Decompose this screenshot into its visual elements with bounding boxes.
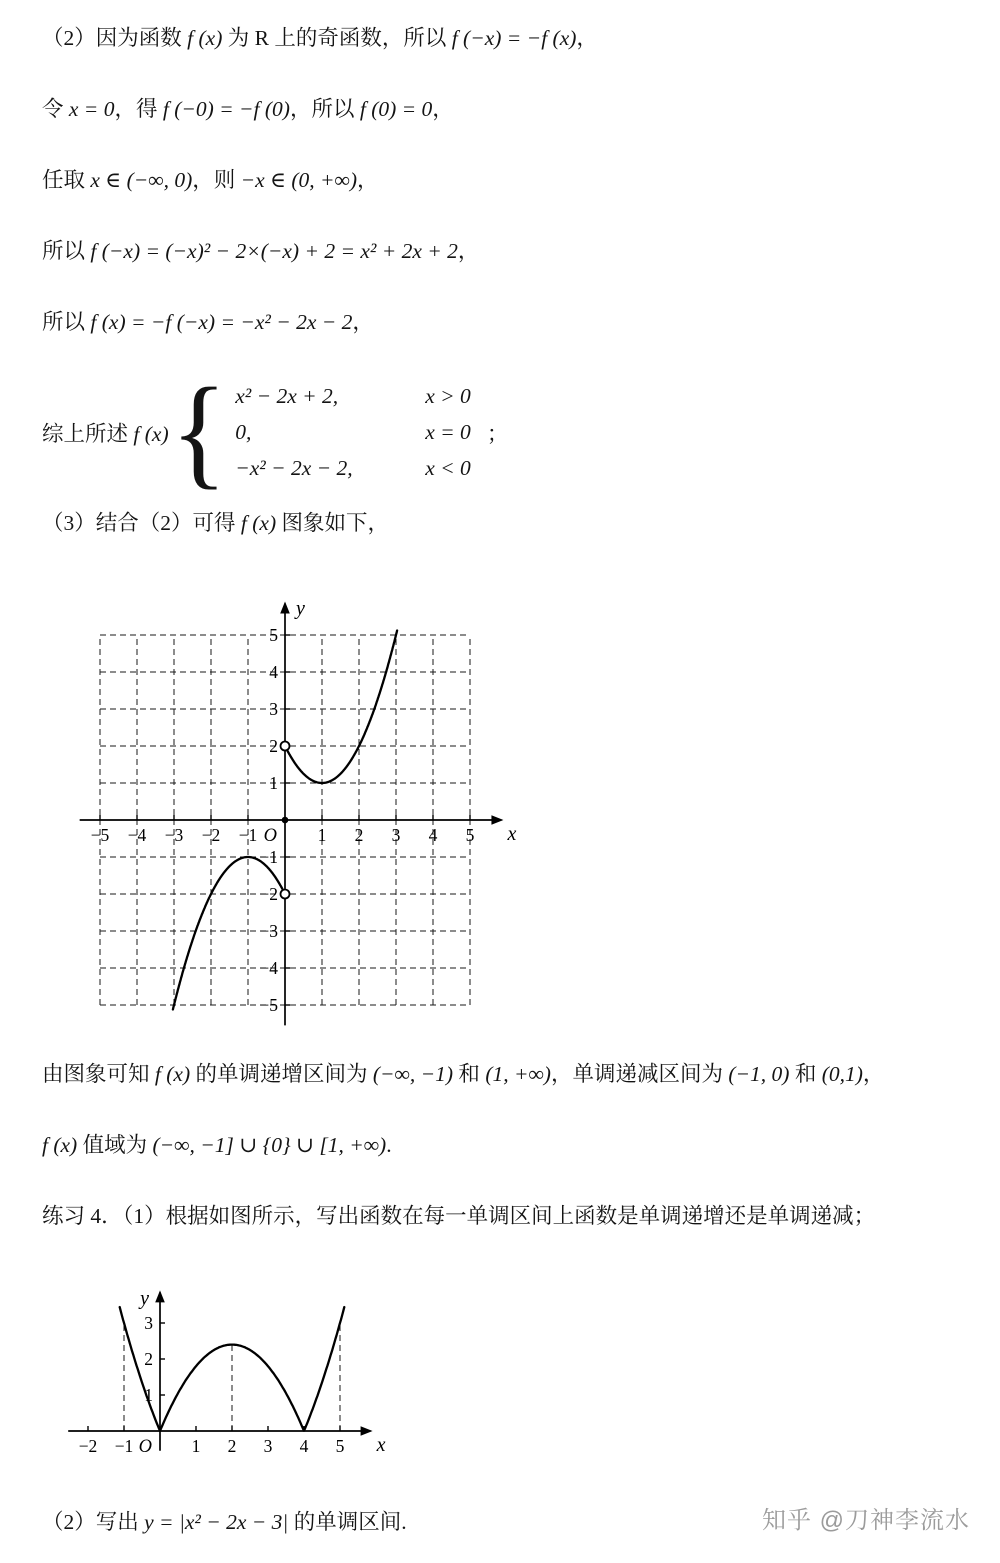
svg-text:3: 3 xyxy=(263,1436,273,1457)
conclusion-range: f (x) 值域为 (−∞, −1] ∪ {0} ∪ [1, +∞). xyxy=(42,1133,392,1158)
svg-text:4: 4 xyxy=(299,1436,309,1457)
svg-text:−3: −3 xyxy=(259,921,278,942)
piecewise-definition xyxy=(42,362,960,501)
svg-text:−2: −2 xyxy=(78,1436,98,1457)
svg-text:2: 2 xyxy=(269,736,278,757)
svg-text:O: O xyxy=(263,826,277,847)
piecewise-expr: −x² − 2x − 2, xyxy=(235,455,353,480)
watermark: 知乎 @刀神李流水 xyxy=(761,1507,970,1534)
svg-text:−4: −4 xyxy=(259,958,278,979)
fx-function-graph xyxy=(42,580,547,1050)
solution2-line-4: 所以 f (−x) = (−x)² − 2×(−x) + 2 = x² + 2x + 2， xyxy=(42,239,480,264)
svg-text:−1: −1 xyxy=(238,825,258,846)
svg-text:y: y xyxy=(140,1287,149,1310)
svg-text:2: 2 xyxy=(227,1436,237,1457)
svg-text:O: O xyxy=(138,1437,152,1458)
solution3-intro: （3）结合（2）可得 f (x) 图象如下， xyxy=(42,511,389,536)
svg-text:y: y xyxy=(296,597,305,620)
piecewise-cond: x > 0 xyxy=(425,383,471,408)
svg-text:−2: −2 xyxy=(259,884,278,905)
svg-text:1: 1 xyxy=(269,773,278,794)
svg-text:1: 1 xyxy=(317,825,327,846)
svg-text:3: 3 xyxy=(269,699,278,720)
svg-text:−1: −1 xyxy=(259,847,278,868)
svg-text:1: 1 xyxy=(191,1436,201,1457)
svg-text:−3: −3 xyxy=(164,825,184,846)
exercise4-prompt: 练习 4．（1）根据如图所示，写出函数在每一单调区间上函数是单调递增还是单调递减； xyxy=(42,1204,876,1229)
solution2-line-1: （2）因为函数 f (x) 为 R 上的奇函数，所以 f (−x) = −f (x)， xyxy=(42,26,598,50)
piecewise-cond: x < 0 xyxy=(425,455,471,480)
piecewise-row xyxy=(235,383,471,410)
piecewise-cond: x = 0 xyxy=(425,419,471,444)
piecewise-lead: 综上所述 f (x) xyxy=(42,421,169,446)
svg-text:x: x xyxy=(507,823,517,846)
piecewise-expr: 0, xyxy=(235,419,252,444)
exercise4-function-graph xyxy=(42,1273,412,1478)
left-brace-symbol: { xyxy=(170,362,228,501)
svg-text:−1: −1 xyxy=(114,1436,134,1457)
svg-text:4: 4 xyxy=(269,662,278,683)
svg-text:2: 2 xyxy=(144,1349,153,1370)
svg-text:3: 3 xyxy=(391,825,401,846)
svg-text:−5: −5 xyxy=(259,995,278,1016)
piecewise-expr: x² − 2x + 2, xyxy=(235,383,339,408)
svg-text:3: 3 xyxy=(144,1313,153,1334)
svg-text:5: 5 xyxy=(269,625,278,646)
solution2-line-5: 所以 f (x) = −f (−x) = −x² − 2x − 2， xyxy=(42,310,374,335)
solution2-line-3: 任取 x ∈ (−∞, 0)，则 −x ∈ (0, +∞)， xyxy=(42,168,379,193)
piecewise-row xyxy=(235,419,471,446)
svg-text:−4: −4 xyxy=(127,825,147,846)
solution2-line-2: 令 x = 0，得 f (−0) = −f (0)，所以 f (0) = 0， xyxy=(42,97,454,122)
svg-text:−5: −5 xyxy=(90,825,110,846)
piecewise-rows xyxy=(235,383,471,482)
svg-text:2: 2 xyxy=(354,825,364,846)
svg-text:5: 5 xyxy=(335,1436,345,1457)
svg-text:5: 5 xyxy=(465,825,475,846)
svg-text:1: 1 xyxy=(144,1385,153,1406)
svg-text:x: x xyxy=(376,1434,386,1457)
piecewise-row xyxy=(235,455,471,482)
svg-text:−2: −2 xyxy=(201,825,221,846)
conclusion-monotonic: 由图象可知 f (x) 的单调递增区间为 (−∞, −1) 和 (1, +∞)，单调递减区间为 (−1, 0) 和 (0,1)， xyxy=(42,1062,885,1087)
svg-text:4: 4 xyxy=(428,825,438,846)
piecewise-tail: ； xyxy=(486,421,509,446)
exercise4-part2: （2）写出 y = |x² − 2x − 3| 的单调区间. xyxy=(42,1510,407,1535)
